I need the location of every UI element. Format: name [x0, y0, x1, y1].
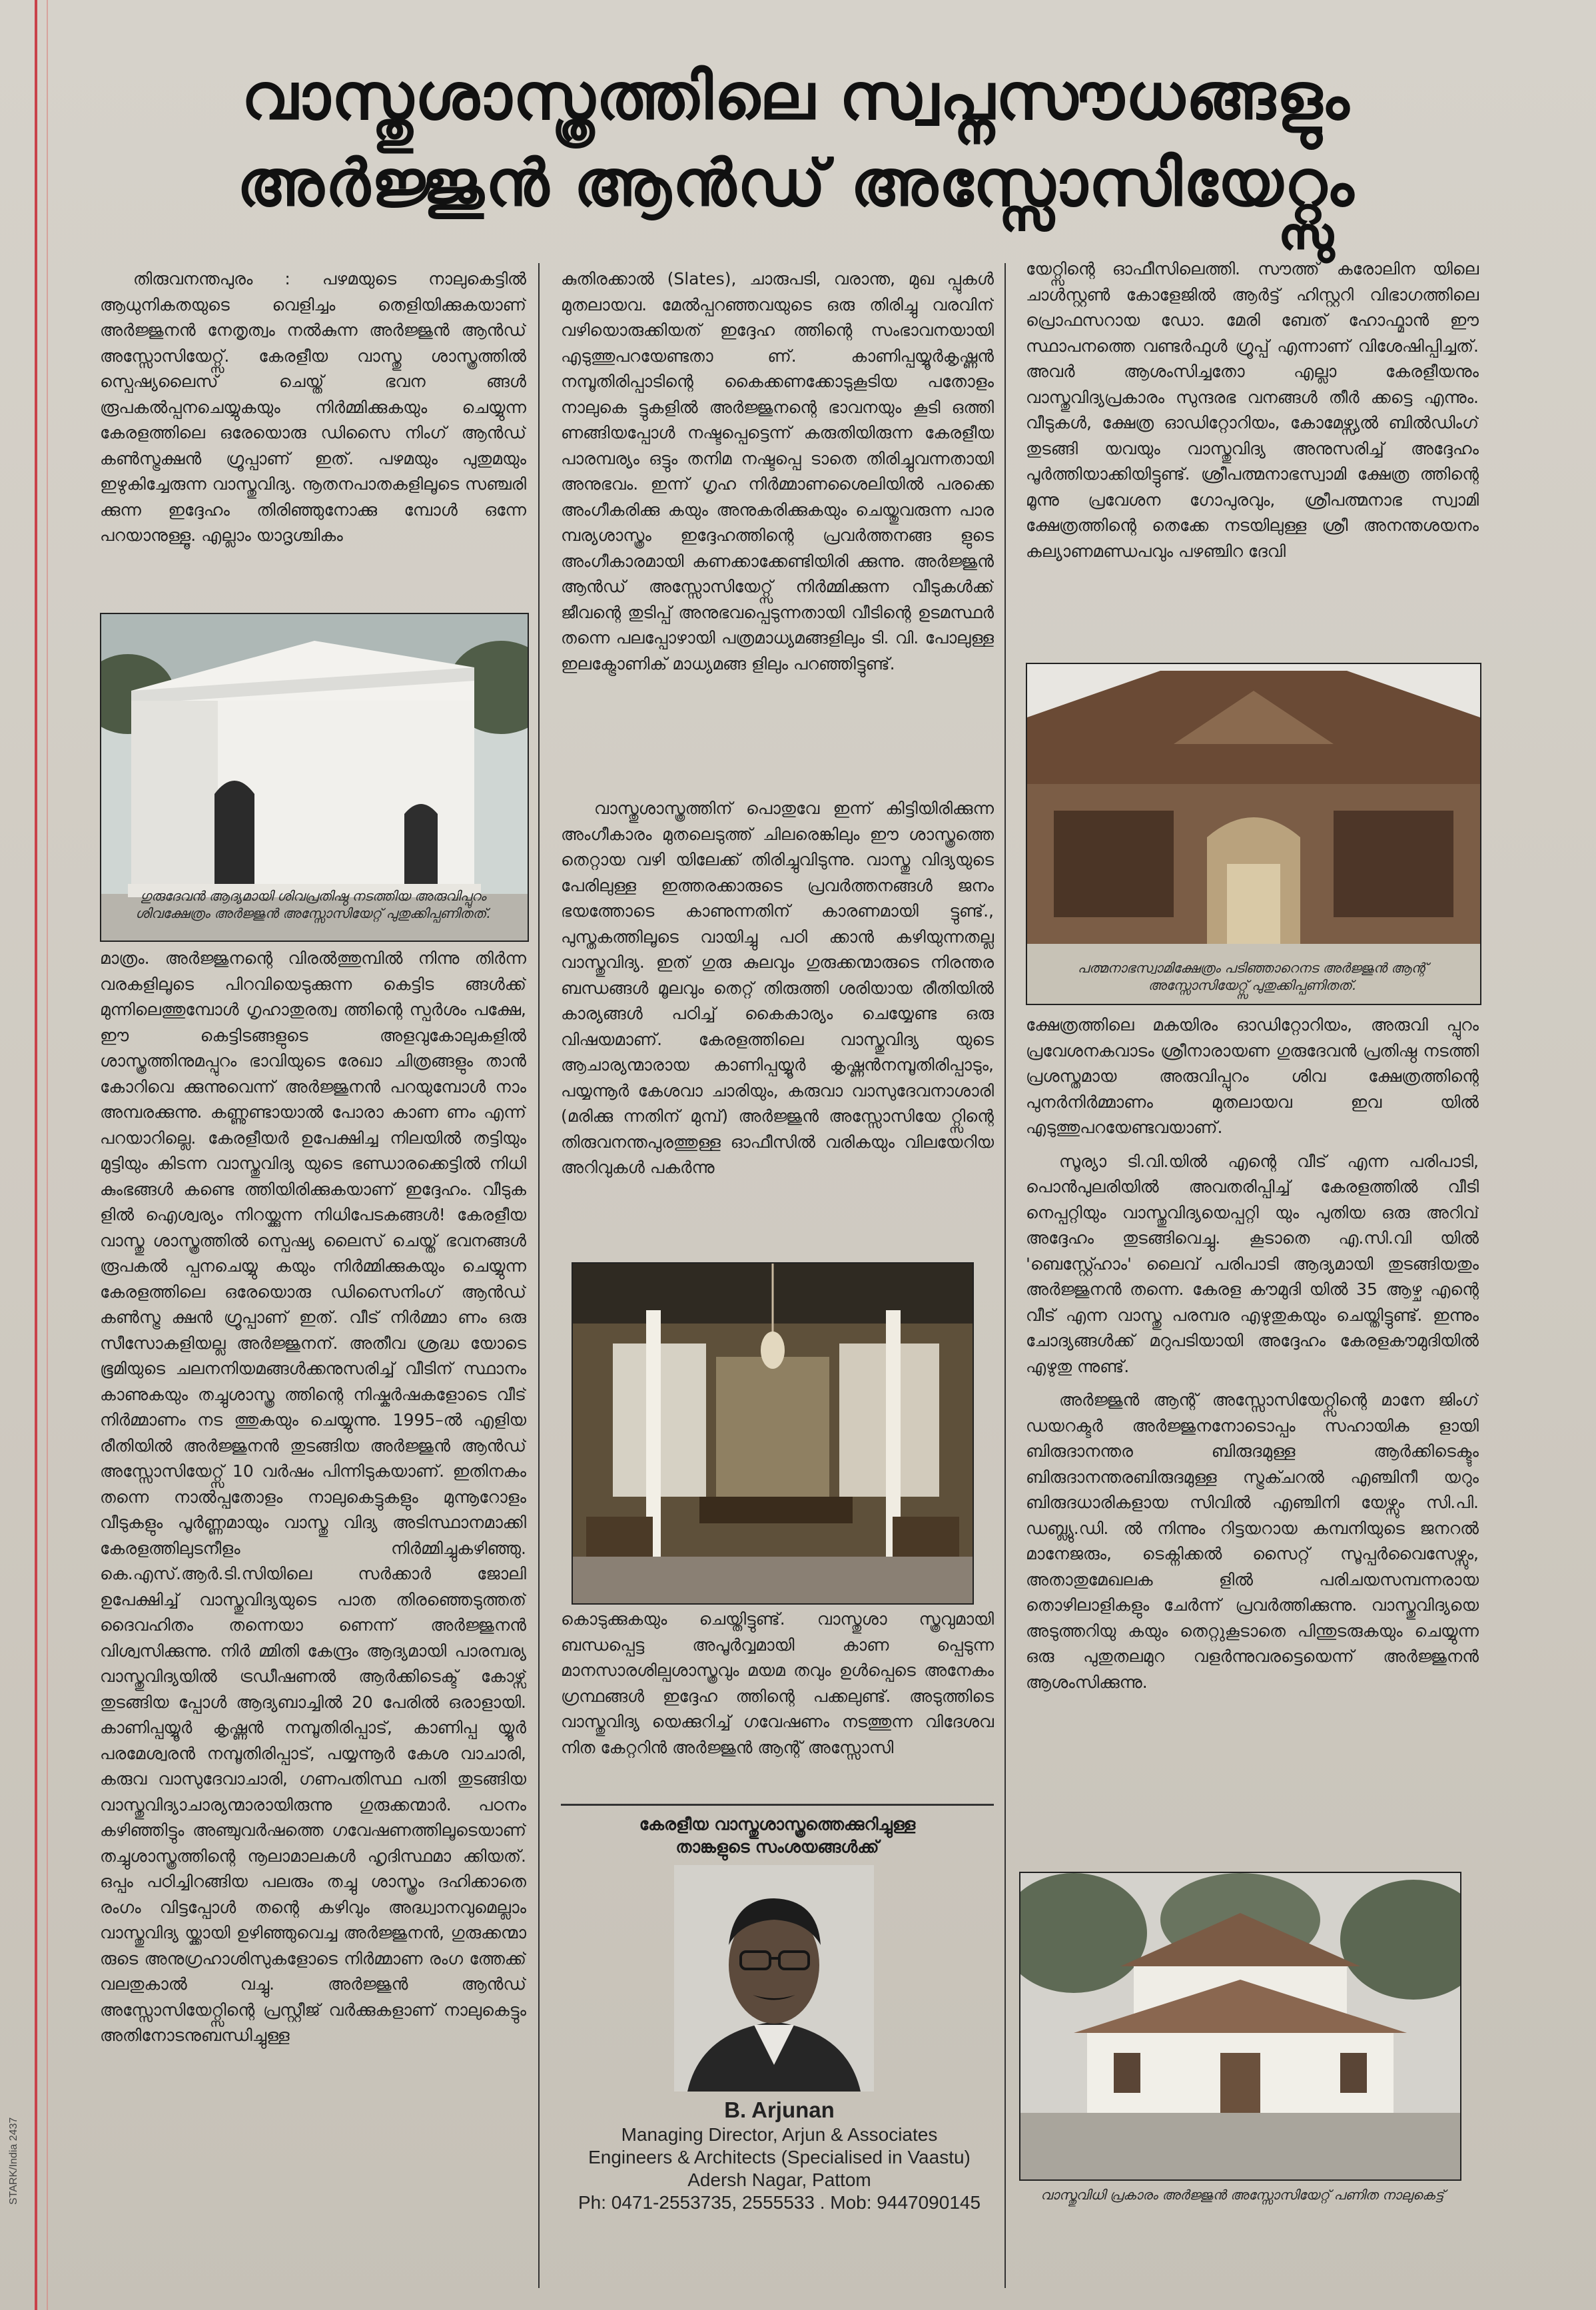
- contact-line-3: Adersh Nagar, Pattom: [687, 2169, 871, 2190]
- ask-rule: [561, 1804, 994, 1806]
- col3-paragraph-3: സൂര്യാ ടി.വി.യിൽ എന്റെ വീട് എന്ന പരിപാടി, പൊൻപുലരിയിൽ അവതരിപ്പിച്ച് കേരളത്തിൽ വീടി നെപ്പറ്റിയും വാസ്തുവിദ്യയെപ്പറ്റി യും പുതിയ ഒരു അറിവ് അദ്ദേഹം തുടങ്ങിവെച്ചു. കൂടാതെ എ.സി.വി യിൽ 'ബെസ്റ്റ്ഹോം' ലൈവ് പരിപാടി ആദ്യമായി തുടങ്ങിയതും അർജ്ജുനൻ തന്നെ. കേരള കൗമുദി യിൽ 35 ആഴ്ച എന്റെ വീട് എന്ന വാസ്തു പരമ്പര എഴുതുകയും ചെയ്തിട്ടുണ്ട്. ഇന്നും ചോദ്യങ്ങൾക്ക് മറുപടിയായി അദ്ദേഹം കേരളകൗമുദിയിൽ എഴുതു ന്നുണ്ട്.: [1026, 1151, 1479, 1376]
- contact-block: [533, 2097, 1026, 2214]
- padmanabha-caption: പത്മനാഭസ്വാമിക്ഷേത്രം പടിഞ്ഞാറെനട അർജ്ജുൻ ആന്റ് അസ്സോസിയേറ്റ്സ് പുതുക്കിപ്പണിതത്.: [1077, 960, 1427, 993]
- ask-line-2: താങ്കളുടെ സംശയങ്ങൾക്ക്: [675, 1837, 879, 1856]
- contact-line-4: Ph: 0471-2553735, 2555533 . Mob: 9447090145: [578, 2192, 981, 2213]
- interior-photo: [572, 1262, 974, 1605]
- temple-caption: ഗുരുദേവൻ ആദ്യമായി ശിവപ്രതിഷ്ഠ നടത്തിയ അരുവിപ്പുറം ശിവക്ഷേത്രം അർജ്ജുൻ അസ്സോസിയേറ്റ് പുതുക്കിപ്പണിതത്.: [135, 888, 491, 921]
- column-3-middle: [1026, 1012, 1479, 1812]
- headline: [100, 53, 1492, 226]
- col2-paragraph-2: വാസ്തുശാസ്ത്രത്തിന് പൊതുവേ ഇന്ന് കിട്ടിയിരിക്കുന്ന അംഗീകാരം മുതലെടുത്ത് ചിലരെങ്കിലും ഈ ശാസ്ത്രത്തെ തെറ്റായ വഴി യിലേക്ക് തിരിച്ചുവിടുന്നു. വാസ്തു വിദ്യയുടെ പേരിലുള്ള ഇത്തരക്കാരുടെ പ്രവർത്തനങ്ങൾ ജനം ഭയത്തോടെ കാണുന്നതിന് കാരണമായി ട്ടുണ്ട്., പുസ്തകത്തിലൂടെ വായിച്ചു പഠി ക്കാൻ കഴിയുന്നതല്ല വാസ്തുവിദ്യ. ഇത് ഗുരു കുലവും ഗുരുക്കന്മാരുടെ നിരന്തര ബന്ധങ്ങൾ മൂലവും തെറ്റ് തിരുത്തി ശരിയായ രീതിയിൽ കാര്യങ്ങൾ പഠിച്ച് കൈകാര്യം ചെയ്യേണ്ട ഒരു വിഷയമാണ്. കേരളത്തിലെ വാസ്തുവിദ്യ യുടെ ആചാര്യന്മാരായ കാണിപ്പയ്യൂർ കൃഷ്ണൻനമ്പൂതിരിപ്പാടും, പയ്യന്നൂർ കേശവാ ചാരിയും, കരുവാ വാസുദേവനാശാരി (മരിക്കു ന്നതിന് മുമ്പ്) അർജ്ജുൻ അസ്സോസിയേ റ്റ്സിന്റെ തിരുവനന്തപുരത്തുള്ള ഓഫീസിൽ വരികയും വിലയേറിയ അറിവുകൾ പകർന്നു: [561, 799, 994, 1177]
- column-1-bottom: [100, 946, 526, 2285]
- col3-paragraph-4: അർജ്ജുൻ ആന്റ് അസ്സോസിയേറ്റ്സിന്റെ മാനേ ജിംഗ് ഡയറക്ടർ അർജ്ജുനനോടൊപ്പം സഹായിക ളായി ബിരുദാനന്തര ബിരുദമുള്ള ആർക്കിടെക്ടും ബിരുദാനന്തരബിരുദമുള്ള സ്ട്രക്ചറൽ എഞ്ചിനീ യറും ബിരുദധാരികളായ സിവിൽ എഞ്ചിനി യേഴ്സും സി.പി. ഡബ്ല്യു.ഡി. ൽ നിന്നും റിട്ടയറായ കമ്പനിയുടെ ജനറൽ മാനേജരും, ടെക്നിക്കൽ സൈറ്റ് സൂപ്പർവൈസേഴ്സും, അതാതുമേഖലക ളിൽ പരിചയസമ്പന്നരായ തൊഴിലാളികളും ചേർന്ന് പ്രവർത്തിക്കുന്നു. വാസ്തുവിദ്യയെ അടുത്തറിയു കയും തെറ്റുകൂടാതെ പിന്തുടരുകയും ചെയ്യുന്ന ഒരു പുതുതലമുറ വളർന്നുവരട്ടെയെന്ന് അർജ്ജുനൻ ആശംസിക്കുന്നു.: [1026, 1390, 1479, 1692]
- margin-line: [35, 0, 37, 2310]
- ask-line-1: കേരളീയ വാസ്തുശാസ്ത്രത്തെക്കുറിച്ചുള്ള: [639, 1814, 916, 1834]
- contact-line-1: Managing Director, Arjun & Associates: [621, 2124, 938, 2145]
- col3-paragraph-1: യേറ്റ്സിന്റെ ഓഫീസിലെത്തി. സൗത്ത് കരോലിന യിലെ ചാൾസ്റ്റൺ കോളേജിൽ ആർട്ട് ഹിസ്റ്ററി വിഭാഗത്തിലെ പ്രൊഫസറായ ഡോ. മേരി ബേത് ഹോഫ്മാൻ ഈ സ്ഥാപനത്തെ വണ്ടർഫുൾ ഗ്രൂപ്പ് എന്നാണ് വിശേഷിപ്പിച്ചത്. അവർ ആശംസിച്ചതോ എല്ലാ കേരളീയനും വാസ്തുവിദ്യപ്രകാരം സുന്ദരഭ വനങ്ങൾ തീർ ക്കട്ടെ എന്നും. വീടുകൾ, ക്ഷേത്ര ഓഡിറ്റോറിയം, കോമേഴ്സ്യൽ ബിൽഡിംഗ് തുടങ്ങി യവയും വാസ്തുവിദ്യ അനുസരിച്ച് അദ്ദേഹം പൂർത്തിയാക്കിയിട്ടുണ്ട്. ശ്രീപത്മനാഭസ്വാമി ക്ഷേത്ര ത്തിന്റെ മൂന്നു പ്രവേശന ഗോപുരവും, ശ്രീപത്മനാഭ സ്വാമി ക്ഷേത്രത്തിന്റെ തെക്കേ നടയിലുള്ള ശ്രീ അനന്തശയനം കല്യാണമണ്ഡപവും പഴഞ്ചിറ ദേവി: [1026, 259, 1479, 561]
- column-3-top: [1026, 256, 1479, 649]
- headline-line-2: അർജ്ജുൻ ആൻഡ് അസ്സോസിയേറ്റ്സും: [236, 146, 1356, 220]
- col3-paragraph-2: ക്ഷേത്രത്തിലെ മകയിരം ഓഡിറ്റോറിയം, അരുവി പ്പുറം പ്രവേശനകവാടം ശ്രീനാരായണ ഗുരുദേവൻ പ്രതിഷ്ഠ നടത്തി പ്രശസ്തമായ അരുവിപ്പുറം ശിവ ക്ഷേത്രത്തിന്റെ പുനർനിർമ്മാണം മുതലായവ ഇവ യിൽ എടുത്തുപറയേണ്ടവയാണ്.: [1026, 1015, 1479, 1137]
- col1-paragraph-2: മാത്രം. അർജ്ജുനന്റെ വിരൽത്തുമ്പിൽ നിന്നു തിർന്ന വരകളിലൂടെ പിറവിയെടുക്കുന്ന കെട്ടിട ങ്ങൾക്ക് മുന്നിലെത്തുമ്പോൾ ഗൃഹാതുരത്വ ത്തിന്റെ സ്പർശം പക്ഷേ, ഈ കെട്ടിടങ്ങളുടെ അളവുകോലുകളിൽ ശാസ്ത്രത്തിനുമപ്പുറം ഭാവിയുടെ രേഖാ ചിത്രങ്ങളും താൻ കോറിവെ ക്കുന്നുവെന്ന് അർജ്ജുനൻ പറയുമ്പോൾ നാം അമ്പരക്കുന്നു. കണ്ണുണ്ടായാൽ പോരാ കാണ ണം എന്ന് പറയാറില്ലെ. കേരളീയർ ഉപേക്ഷിച്ച നിലയിൽ തട്ടിയും മുട്ടിയും കിടന്ന വാസ്തുവിദ്യ യുടെ ഭണ്ഡാരക്കെട്ടിൽ നിധി കുംഭങ്ങൾ കണ്ടെ ത്തിയിരിക്കുകയാണ് ഇദ്ദേഹം. വീടുക ളിൽ ഐശ്വര്യം നിറയ്ക്കുന്ന നിധിപേടകങ്ങൾ! കേരളീയ വാസ്തു ശാസ്ത്രത്തിൽ സ്പെഷ്യ ലൈസ് ചെയ്ത് ഭവനങ്ങൾ രൂപകൽ പ്പനചെയ്യു കയും നിർമ്മിക്കുകയും ചെയ്യുന്ന കേരളത്തിലെ ഒരേയൊരു ഡിസൈനിംഗ് ആൻഡ് കൺസ്ട്ര ക്ഷൻ ഗ്രൂപ്പാണ് ഇത്. വീട് നിർമ്മാ ണം ഒരു സീസോകളിയല്ല അർജ്ജുനന്. അതീവ ശ്രദ്ധ യോടെ ഭൂമിയുടെ ചലനനിയമങ്ങൾക്കനുസരിച്ച് വീടിന് സ്ഥാനം കാണുകയും തച്ചുശാസ്ത്ര ത്തിന്റെ നിഷ്കർഷകളോടെ വീട് നിർമ്മാണം നട ത്തുകയും ചെയ്യുന്നു. 1995–ൽ എളിയ രീതിയിൽ അർജ്ജുനൻ തുടങ്ങിയ അർജ്ജുൻ ആൻഡ് അസ്സോസിയേറ്റ്സ് 10 വർഷം പിന്നിടുകയാണ്. ഇതിനകം തന്നെ നാൽപ്പതോളം നാലുകെട്ടുകളും മുന്നൂറോളം വീടുകളും പൂർണ്ണമായും വാസ്തു വിദ്യ അടിസ്ഥാനമാക്കി കേരളത്തിലുടനീളം നിർമ്മിച്ചുകഴിഞ്ഞു. കെ.എസ്.ആർ.ടി.സിയിലെ സർക്കാർ ജോലി ഉപേക്ഷിച്ച് വാസ്തുവിദ്യയുടെ പാത തിരഞ്ഞെടുത്തത് ദൈവഹിതം തന്നെയാ ണെന്ന് അർജ്ജുനൻ വിശ്വസിക്കുന്നു. നിർ മ്മിതി കേന്ദ്രം ആദ്യമായി പാരമ്പര്യ വാസ്തുവിദ്യയിൽ ട്രഡീഷണൽ ആർക്കിടെക്ട് കോഴ്സ് തുടങ്ങിയ പ്പോൾ ആദ്യബാച്ചിൽ 20 പേരിൽ ഒരാളായി. കാണിപ്പയ്യൂർ കൃഷ്ണൻ നമ്പൂതിരിപ്പാട്, കാണിപ്പ യ്യൂർ പരമേശ്വരൻ നമ്പൂതിരിപ്പാട്, പയ്യന്നൂർ കേശ വാചാരി, കരുവ വാസുദേവാചാരി, ഗണപതിസ്ഥ പതി തുടങ്ങിയ വാസ്തുവിദ്യാചാര്യന്മാരായിരുന്നു ഗുരുക്കന്മാർ. പഠനം കഴിഞ്ഞിട്ടും അഞ്ചുവർഷത്തെ ഗവേഷണത്തിലൂടെയാണ് തച്ചുശാസ്ത്രത്തിന്റെ നൂലാമാലകൾ ഹൃദിസ്ഥമാ ക്കിയത്. ഒപ്പം പഠിച്ചിറങ്ങിയ പലരും തച്ചു ശാസ്ത്രം ദഹിക്കാതെ രംഗം വിട്ടപ്പോൾ തന്റെ കഴിവും അദ്ധ്വാനവുമെല്ലാം വാസ്തുവിദ്യ യ്ക്കായി ഉഴിഞ്ഞുവെച്ച അർജ്ജുനൻ, ഗുരുക്കന്മാ രുടെ അനുഗ്രഹാശിസുകളോടെ നിർമ്മാണ രംഗ ത്തേക്ക് വലതുകാൽ വച്ചു. അർജ്ജുൻ ആൻഡ് അസ്സോസിയേറ്റ്സിന്റെ പ്രസ്റ്റീജ് വർക്കുകളാണ് നാലുകെട്ടും അതിനോടനുബന്ധിച്ചുള്ള: [100, 949, 526, 2045]
- col1-paragraph-1: തിരുവനന്തപുരം : പഴമയുടെ നാലുകെട്ടിൽ ആധുനികതയുടെ വെളിച്ചം തെളിയിക്കുകയാണ് അർജ്ജുനൻ നേതൃത്വം നൽകുന്ന അർജ്ജുൻ ആൻഡ് അസ്സോസിയേറ്റ്സ്. കേരളീയ വാസ്തു ശാസ്ത്രത്തിൽ സ്പെഷ്യലൈസ് ചെയ്ത് ഭവന ങ്ങൾ രൂപകൽപ്പനചെയ്യുകയും നിർമ്മിക്കുകയും ചെയ്യുന്ന കേരളത്തിലെ ഒരേയൊരു ഡിസൈ നിംഗ് ആൻഡ് കൺസ്ട്രക്ഷൻ ഗ്രൂപ്പാണ് ഇത്. പഴമയും പുതുമയും ഇഴുകിച്ചേരുന്ന വാസ്തുവിദ്യ. നൂതനപാതകളിലൂടെ സഞ്ചരി ക്കുന്ന ഇദ്ദേഹം തിരിഞ്ഞുനോക്കു മ്പോൾ ഒന്നേ പറയാനുള്ളൂ. എല്ലാം യാദൃശ്ചികം: [100, 269, 526, 545]
- margin-line-secondary: [47, 0, 48, 2310]
- column-rule-1: [538, 263, 540, 2288]
- padmanabha-photo: [1026, 663, 1481, 1005]
- column-1-top: [100, 266, 526, 603]
- column-rule-2: [1004, 263, 1006, 2288]
- headline-line-1: വാസ്തുശാസ്ത്രത്തിലെ സ്വപ്നസൗധങ്ങളും: [241, 59, 1351, 134]
- column-2-middle: [561, 796, 994, 1262]
- side-stamp: STARK/India 2437: [8, 2117, 19, 2205]
- nalukettu-photo: [1019, 1872, 1461, 2181]
- contact-name: B. Arjunan: [724, 2098, 835, 2122]
- portrait-photo: [674, 1865, 874, 2092]
- column-2-top: [561, 266, 994, 793]
- nalukettu-caption: വാസ്തുവിധി പ്രകാരം അർജ്ജുൻ അസ്സോസിയേറ്റ് പണിത നാലുകെട്ട്: [1040, 2187, 1444, 2203]
- ask-heading: [561, 1813, 994, 1858]
- interior-illustration: [573, 1264, 973, 1603]
- contact-line-2: Engineers & Architects (Specialised in Vaastu): [588, 2147, 971, 2167]
- padmanabha-illustration: [1027, 664, 1480, 1004]
- portrait-illustration: [674, 1865, 874, 2092]
- col2-paragraph-1: കുതിരക്കാൽ (Slates), ചാരുപടി, വരാന്ത, മുഖ പ്പുകൾ മുതലായവ. മേൽപ്പറഞ്ഞവയുടെ ഒരു തിരിച്ചു വരവിന് വഴിയൊരുക്കിയത് ഇദ്ദേഹ ത്തിന്റെ സംഭാവനയായി എടുത്തുപറയേണ്ടതാ ണ്. കാണിപ്പയ്യൂർകൃഷ്ണൻ നമ്പൂതിരിപ്പാടിന്റെ കൈക്കണക്കോടുകൂടിയ പതോളം നാലുകെ ട്ടുകളിൽ അർജ്ജുനന്റെ ഭാവനയും കൂടി ഒത്തി ണങ്ങിയപ്പോൾ നഷ്ടപ്പെട്ടെന്ന് കരുതിയിരുന്ന കേരളീയ പാരമ്പര്യം ഒട്ടും തനിമ നഷ്ടപ്പെ ടാതെ തിരിച്ചുവന്നതായി അനുഭവം. ഇന്ന് ഗൃഹ നിർമ്മാണശൈലിയിൽ പരക്കെ അംഗീകരിക്കു കയും അനുകരിക്കുകയും ചെയ്തുവരുന്ന പാര മ്പര്യശാസ്ത്രം ഇദ്ദേഹത്തിന്റെ പ്രവർത്തനങ്ങ ളുടെ അംഗീകാരമായി കണക്കാക്കേണ്ടിയിരി ക്കുന്നു. അർജ്ജുൻ ആൻഡ് അസ്സോസിയേറ്റ്സ് നിർമ്മിക്കുന്ന വീടുകൾക്ക് ജീവന്റെ തുടിപ്പ് അനുഭവപ്പെടുന്നതായി വീടിന്റെ ഉടമസ്ഥർ തന്നെ പലപ്പോഴായി പത്രമാധ്യമങ്ങളിലും ടി. വി. പോലുള്ള ഇലക്ട്രോണിക് മാധ്യമങ്ങ ളിലും പറഞ്ഞിട്ടുണ്ട്.: [561, 269, 994, 673]
- column-2-bottom: [561, 1607, 994, 1800]
- col2-paragraph-3: കൊടുക്കുകയും ചെയ്തിട്ടുണ്ട്. വാസ്തുശാ സ്ത്രവുമായി ബന്ധപ്പെട്ട അപൂർവ്വമായി കാണ പ്പെടുന്ന മാനസാരശില്പശാസ്ത്രവും മയമ തവും ഉൾപ്പെടെ അനേകം ഗ്രന്ഥങ്ങൾ ഇദ്ദേഹ ത്തിന്റെ പക്കലുണ്ട്. അടുത്തിടെ വാസ്തുവിദ്യ യെക്കുറിച്ച് ഗവേഷണം നടത്തുന്ന വിദേശവ നിത കേറ്ററിൻ അർജ്ജുൻ ആന്റ് അസ്സോസി: [561, 1609, 994, 1757]
- nalukettu-illustration: [1020, 1873, 1460, 2179]
